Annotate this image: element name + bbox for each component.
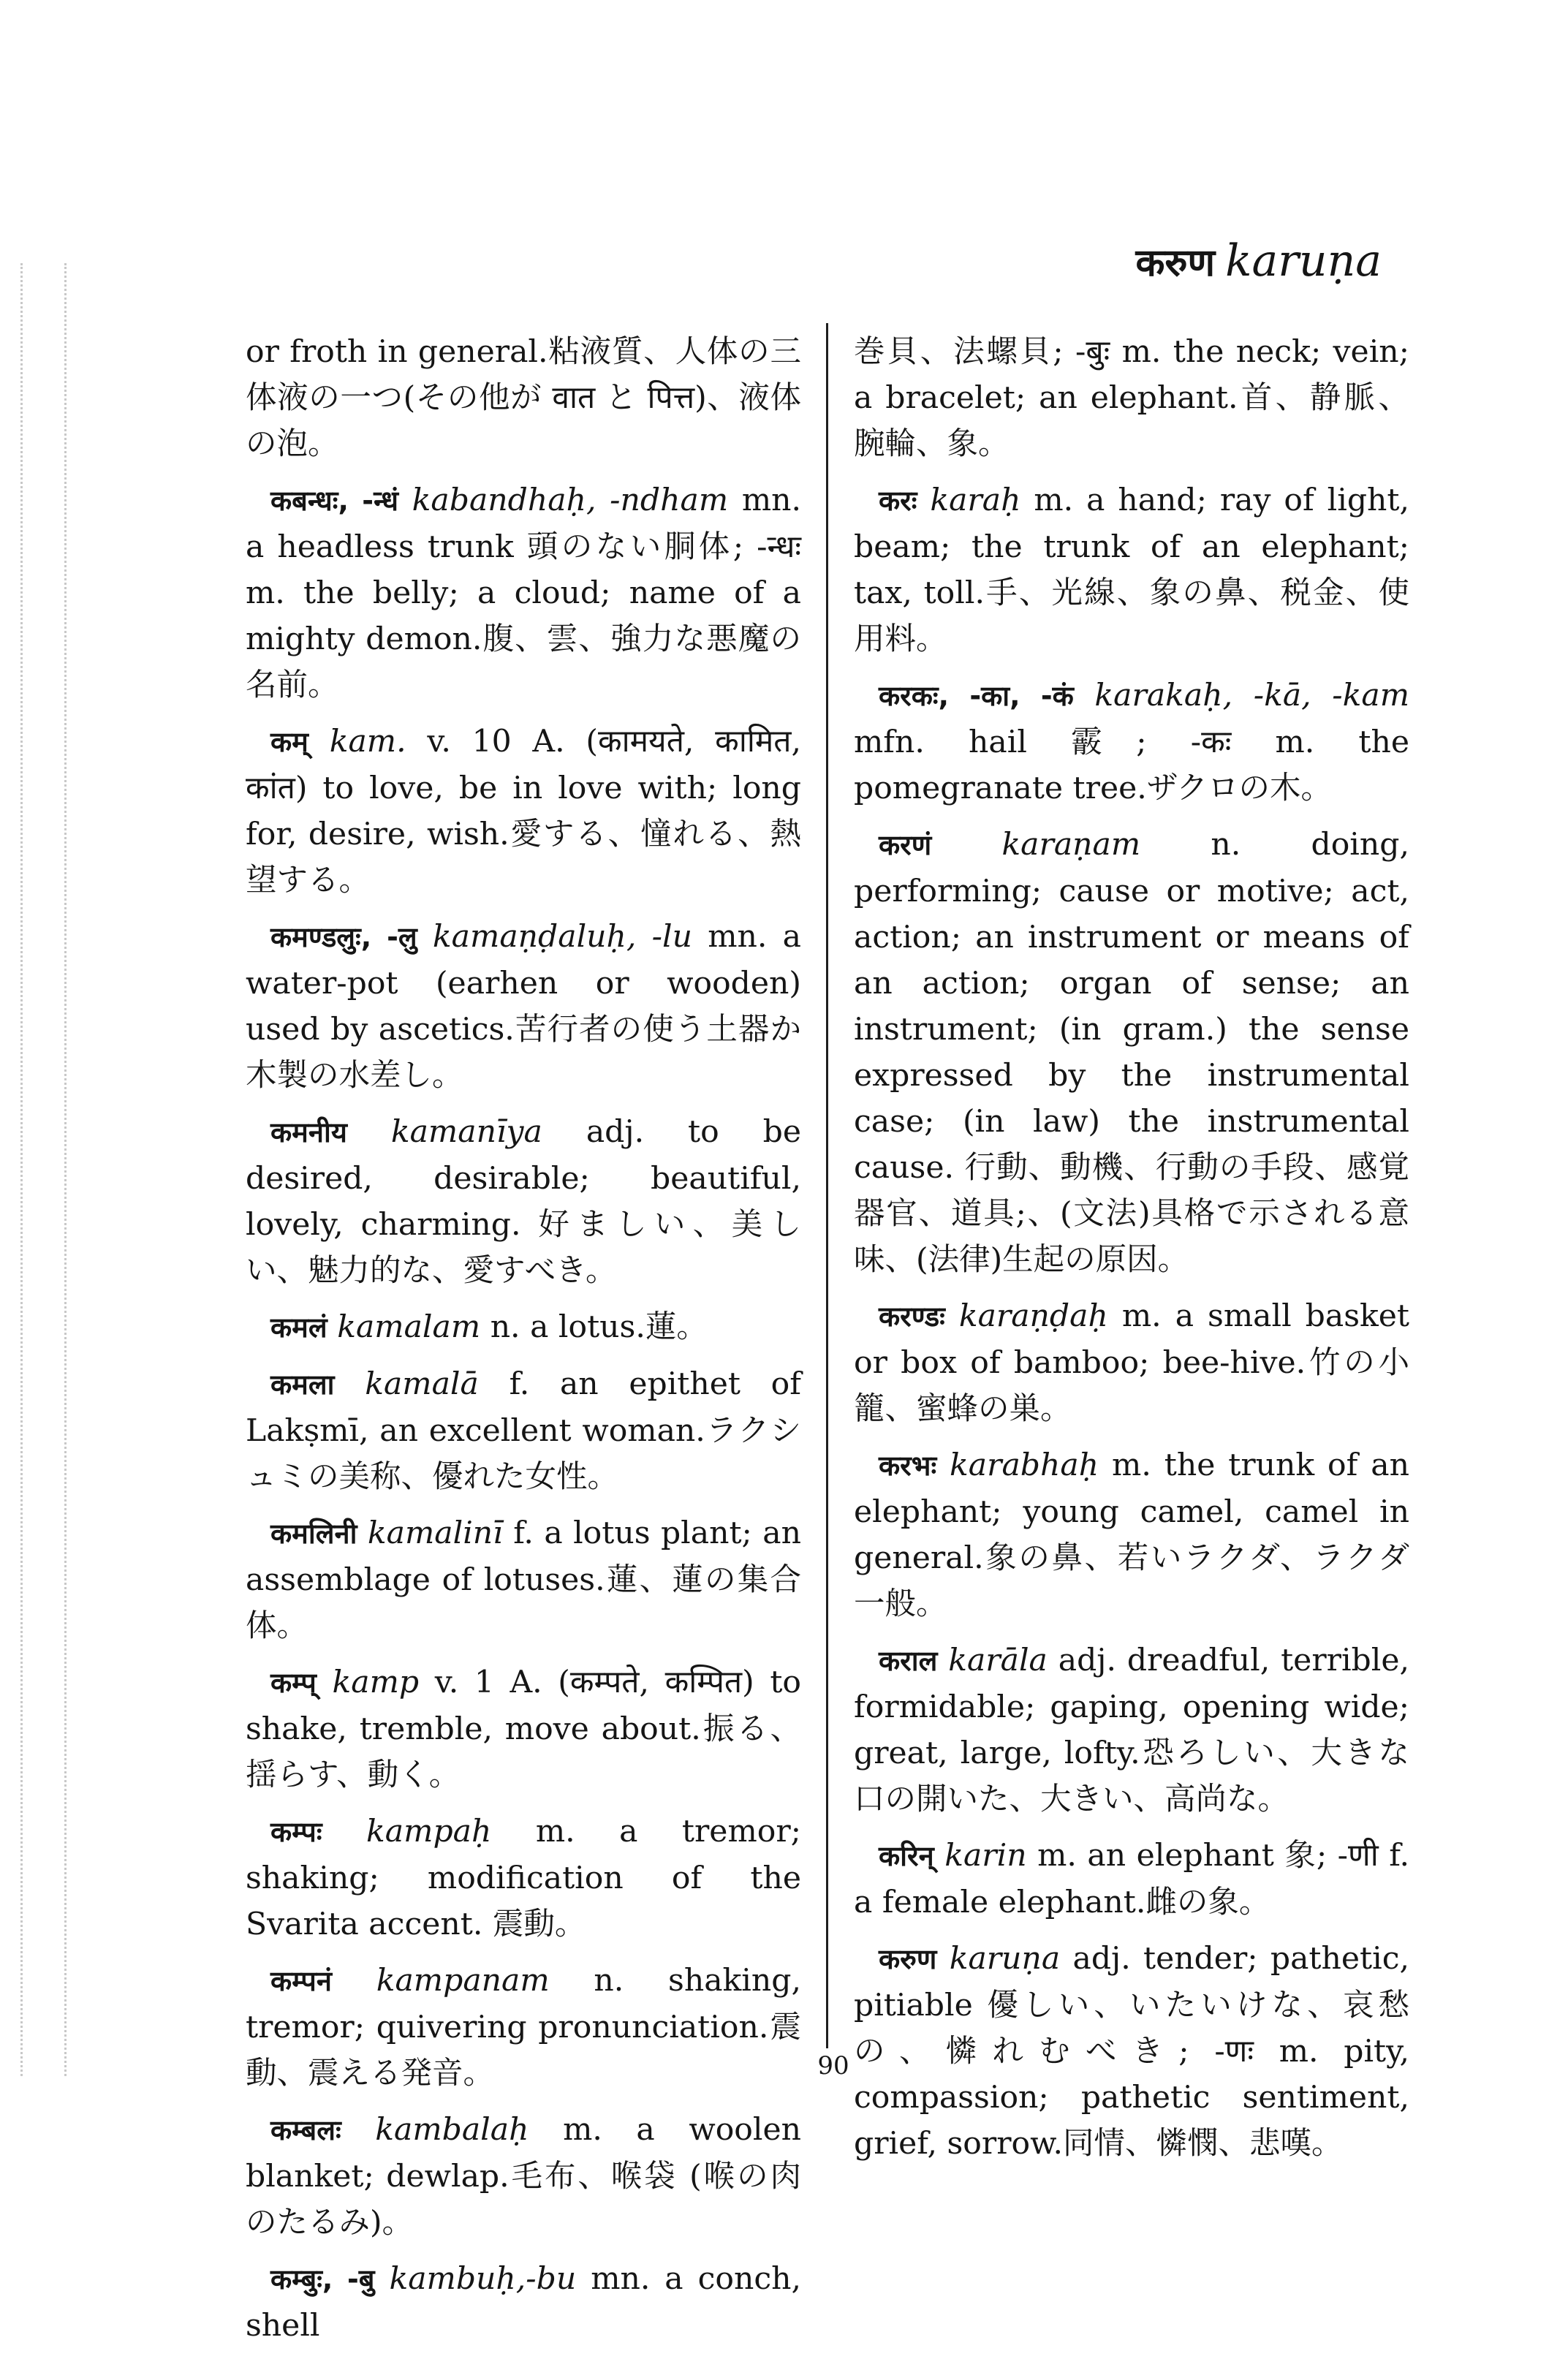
dictionary-entry xyxy=(246,1510,801,1649)
entry-lemma: करुण xyxy=(879,1943,937,1975)
dictionary-entry xyxy=(246,2256,801,2349)
dictionary-entry xyxy=(854,477,1409,662)
entry-definition: f. an epithet of Lakṣmī, an excellent woman.ラクシュミの美称、優れた女性。 xyxy=(246,1366,801,1495)
entry-definition: v. 1 A. (कम्पते, कम्पित) to shake, tremble, move about.振る、揺らす、動く。 xyxy=(246,1665,801,1793)
right-column xyxy=(854,329,1409,2177)
entry-transliteration: kam. xyxy=(329,724,406,760)
entry-definition: m. a tremor; shaking; modification of the Svarita accent. 震動。 xyxy=(246,1814,801,1942)
entry-transliteration: karin xyxy=(944,1838,1027,1874)
entry-lemma: कराल xyxy=(879,1645,938,1677)
entry-lemma: कम्पः xyxy=(270,1816,322,1848)
entry-transliteration: kabandhaḥ, -ndham xyxy=(412,482,729,518)
entry-definition: m. a hand; ray of light, beam; the trunk of an elephant; tax, toll.手、光線、象の鼻、税金、使用料。 xyxy=(854,482,1410,657)
entry-lemma: कम्बलः xyxy=(270,2114,341,2146)
entry-definition: m. the trunk of an elephant; young camel, camel in general.象の鼻、若いラクダ、ラクダ一般。 xyxy=(854,1447,1409,1622)
entry-transliteration: kambalaḥ xyxy=(375,2112,529,2148)
entry-transliteration: karakaḥ, -kā, -kam xyxy=(1094,678,1410,713)
entry-definition: adj. dreadful, terrible, formidable; gaping, opening wide; great, large, lofty.恐ろしい、大きな口の開いた、大きい、高尚な。 xyxy=(854,1643,1410,1817)
entry-lemma: कम्पनं xyxy=(270,1965,332,1997)
entry-definition: m. a woolen blanket; dewlap.毛布、喉袋 (喉の肉のたるみ)。 xyxy=(246,2112,801,2241)
entry-transliteration: kamalā xyxy=(365,1366,479,1402)
dictionary-entry xyxy=(246,1958,801,2097)
entry-lemma: कमला xyxy=(270,1368,335,1401)
entry-definition: f. a lotus plant; an assemblage of lotuses.蓮、蓮の集合体。 xyxy=(246,1515,801,1644)
dictionary-entry xyxy=(246,477,801,708)
entry-definition: v. 10 A. (कामयते, कामित, कांत) to love, be in love with; long for, desire, wish.愛する、憧れる、熱望する。 xyxy=(246,724,801,898)
entry-transliteration: karāla xyxy=(948,1643,1048,1678)
entry-lemma: करः xyxy=(879,485,917,517)
entry-definition: mn. a headless trunk 頭のない胴体; -न्धः m. the belly; a cloud; name of a mighty demon.腹、雲、強力な悪魔の名前。 xyxy=(246,482,802,703)
entry-transliteration: kamaṇḍaluḥ, -lu xyxy=(432,919,692,955)
margin-guide-left xyxy=(20,263,27,2076)
dictionary-entry xyxy=(246,1659,801,1798)
dictionary-entry xyxy=(246,914,801,1099)
dictionary-entry xyxy=(854,1637,1409,1822)
entry-definition: n. doing, performing; cause or motive; act, action; an instrument or means of an action; organ of sense; an instrument; (in gram.) the sense expressed by the instrumental case; (in law) the instrumental cause. 行動、動機、行動の手段、感覚器官、道具;、(文法)具格で示される意味、(法律)生起の原因。 xyxy=(854,827,1409,1278)
entry-definition: n. a lotus.蓮。 xyxy=(490,1309,708,1345)
entry-definition: adj. to be desired, desirable; beautiful, lovely, charming. 好ましい、美しい、魅力的な、愛すべき。 xyxy=(246,1114,801,1289)
entry-definition: mn. a water-pot (earhen or wooden) used by ascetics.苦行者の使う土器か木製の水差し。 xyxy=(246,919,801,1094)
dictionary-entry xyxy=(854,1936,1409,2167)
running-header-latin: karuṇa xyxy=(1225,235,1382,287)
page-number: 90 xyxy=(817,2051,849,2080)
entry-definition: mfn. hail 霰; -कः m. the pomegranate tree.ザクロの木。 xyxy=(854,724,1409,806)
entry-lemma: करिन् xyxy=(879,1840,934,1872)
entry-lemma: कमण्डलुः, -लु xyxy=(270,921,417,953)
entry-lemma: कम्प् xyxy=(270,1667,317,1699)
dictionary-entry xyxy=(854,673,1409,811)
margin-guide-inner xyxy=(64,263,71,2076)
entry-definition: n. shaking, tremor; quivering pronunciation.震動、震える発音。 xyxy=(246,1963,801,2091)
entry-transliteration: kambuḥ,-bu xyxy=(389,2261,577,2297)
entry-transliteration: karaḥ xyxy=(930,482,1021,518)
entry-transliteration: karabhaḥ xyxy=(950,1447,1099,1483)
entry-lemma: कबन्धः, -न्धं xyxy=(270,485,398,517)
entry-definition: mn. a conch, shell xyxy=(246,2261,802,2344)
dictionary-entry xyxy=(246,1809,801,1947)
entry-lemma: करणं xyxy=(879,829,932,861)
entry-continuation xyxy=(854,329,1409,467)
dictionary-entry xyxy=(246,1361,801,1500)
entry-lemma: कम्बुः, -बु xyxy=(270,2263,375,2295)
left-column xyxy=(246,329,801,2359)
entry-lemma: कमनीय xyxy=(270,1116,347,1148)
entry-definition: m. an elephant 象; -णी f. a female elephant.雌の象。 xyxy=(854,1838,1410,1920)
entry-lemma: कमलं xyxy=(270,1311,327,1344)
entry-transliteration: kamalinī xyxy=(367,1515,503,1551)
entry-lemma: करभः xyxy=(879,1450,937,1482)
entry-transliteration: kamanīya xyxy=(390,1114,542,1150)
running-header-devanagari: करुण xyxy=(1135,241,1216,285)
dictionary-entry xyxy=(246,1304,801,1351)
entry-transliteration: karuṇa xyxy=(949,1941,1061,1977)
dictionary-entry xyxy=(854,1833,1409,1926)
entry-text: 巻貝、法螺貝; -बुः m. the neck; vein; a bracelet; an elephant.首、静脈、腕輪、象。 xyxy=(854,334,1409,462)
entry-transliteration: kamalam xyxy=(337,1309,481,1345)
entry-lemma: कमलिनी xyxy=(270,1518,357,1550)
dictionary-entry xyxy=(246,719,801,904)
entry-text: or froth in general.粘液質、人体の三体液の一つ(その他が वात と पित्त)、液体の泡。 xyxy=(246,334,801,462)
dictionary-entry xyxy=(854,822,1409,1283)
entry-continuation xyxy=(246,329,801,467)
dictionary-entry xyxy=(854,1442,1409,1627)
dictionary-entry xyxy=(854,1293,1409,1432)
entry-lemma: करकः, -का, -कं xyxy=(879,680,1074,712)
column-divider xyxy=(826,323,828,2048)
entry-definition: adj. tender; pathetic, pitiable 優しい、いたいけな、哀愁の、憐れむべき; -णः m. pity, compassion; pathetic sentiment, grief, sorrow.同情、憐憫、悲嘆。 xyxy=(854,1941,1410,2162)
entry-transliteration: kampaḥ xyxy=(366,1814,492,1849)
dictionary-entry xyxy=(246,1109,801,1294)
entry-transliteration: kamp xyxy=(332,1665,420,1700)
entry-lemma: करण्डः xyxy=(879,1300,945,1333)
entry-transliteration: karaṇam xyxy=(1001,827,1141,863)
entry-transliteration: kampanam xyxy=(376,1963,550,1999)
entry-definition: m. a small basket or box of bamboo; bee-hive.竹の小籠、蜜蜂の巣。 xyxy=(854,1298,1410,1427)
running-header xyxy=(1135,235,1382,287)
dictionary-entry xyxy=(246,2107,801,2246)
entry-transliteration: karaṇḍaḥ xyxy=(958,1298,1108,1334)
entry-lemma: कम् xyxy=(270,726,308,758)
